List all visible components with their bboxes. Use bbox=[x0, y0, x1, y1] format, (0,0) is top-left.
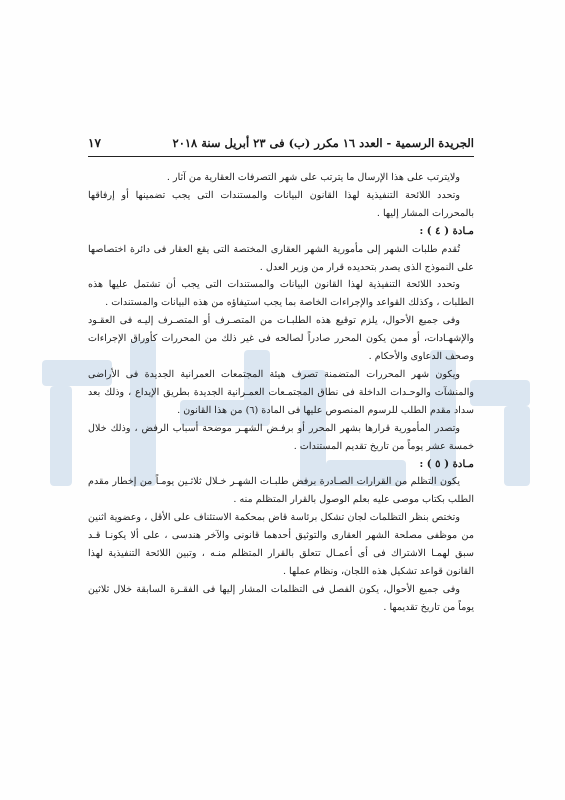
document-page bbox=[88, 136, 474, 617]
paragraph: وتصدر المأمورية قرارها بشهر المحرر أو برفـض الشهـر موضحة أسباب الرفض ، وذلك خلال خمسة عشر يوماً من تاريخ تقديم المستندات . bbox=[88, 422, 474, 452]
paragraph: ويكون شهر المحررات المتضمنة تصرف هيئة المجتمعات العمرانية الجديدة فى الأراضى والمنشآت والوحـدات الداخلة فى نطاق المجتمـعات العمـرانية الجديدة بطريق الإيداع ، وذلك بعد سداد مقدم الطلب للرسوم المنصوص عليها فى المادة (٦) من هذا القانون . bbox=[88, 368, 474, 416]
paragraph: وتحدد اللائحة التنفيذية لهذا القانون البيانات والمستندات التى يجب تضمينها أو إرفاقها بالمحررات المشار إليها . bbox=[88, 189, 474, 219]
page-header bbox=[88, 136, 474, 157]
page-number: ١٧ bbox=[88, 136, 101, 150]
paragraph: يكون التظلم من القرارات الصـادرة برفض طلبـات الشهـر خـلال ثلاثـين يومـاً من إخطار مقدم الطلب بكتاب موصى عليه بعلم الوصول بالقرار المتظلم منه . bbox=[88, 476, 474, 506]
article-heading-5: مـادة ( ٥ ) : bbox=[419, 457, 474, 470]
document-body bbox=[88, 169, 474, 617]
header-title: الجريدة الرسمية - العدد ١٦ مكرر (ب) فى ٢٣ أبريل سنة ٢٠١٨ bbox=[172, 136, 474, 150]
paragraph: وتحدد اللائحة التنفيذية لهذا القانون البيانات والمستندات التى يجب أن تشتمل عليها هذه الطلبات ، وكذلك القواعد والإجراءات الخاصة بما يجب استيفاؤه من هذه البيانات والمستندات . bbox=[88, 279, 474, 309]
paragraph: وفى جميع الأحوال، يكون الفصل فى التظلمات المشار إليها فى الفقـرة السابقة خلال ثلاثين يوماً من تاريخ تقديمها . bbox=[88, 583, 474, 613]
paragraph: وفى جميع الأحوال، يلزم توقيع هذه الطلبـات من المتصـرف أو المتصـرف إليـه فى العقـود والإشهـادات، أو ممن يكون المحرر صادراً لصالحه فى غير ذلك من المحررات كأوراق الإجراءات وصحف الدعاوى والأحكام . bbox=[88, 315, 474, 363]
paragraph: تُقدم طلبات الشهر إلى مأمورية الشهر العقارى المختصة التى يقع العقار فى دائرة اختصاصها على النموذج الذى يصدر بتحديده قرار من وزير العدل . bbox=[88, 243, 474, 273]
paragraph: وتختص بنظر التظلمات لجان تشكل برئاسة قاض بمحكمة الاستئناف على الأقل ، وعضوية اثنين من موظفى مصلحة الشهر العقارى والتوثيق أحدهما قانونى والآخر هندسى ، على ألا يكونـا قـد سبق لهمـا الاشتراك فى أى أعمـال تتعلق بالقرار المتظلم منـه ، وتبين اللائحة التنفيذية لهذا القانون قواعد تشكيل هذه اللجان، ونظام عملها . bbox=[88, 512, 474, 577]
paragraph: ولايترتب على هذا الإرسال ما يترتب على شهر التصرفات العقارية من آثار . bbox=[166, 172, 460, 183]
article-heading-4: مـادة ( ٤ ) : bbox=[419, 224, 474, 237]
